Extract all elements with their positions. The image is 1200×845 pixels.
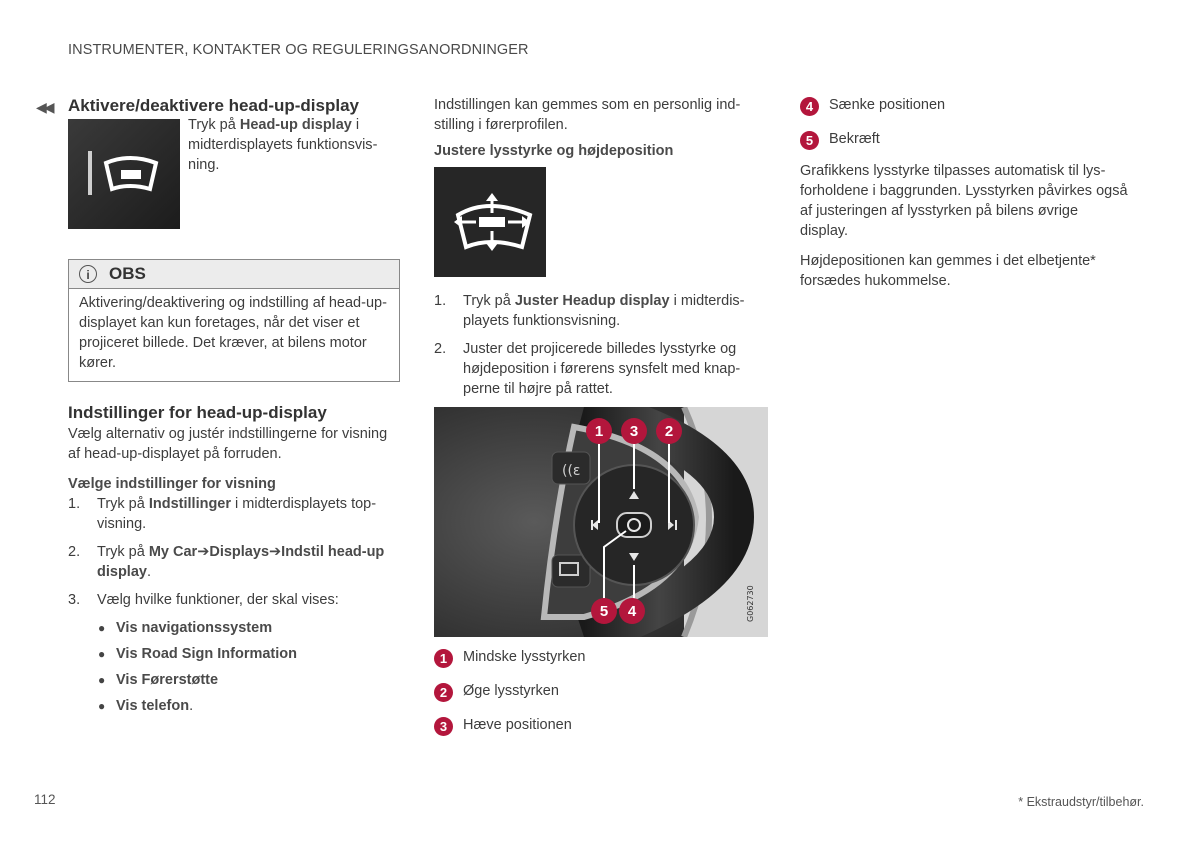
function-label[interactable]: Vis Førerstøtte bbox=[116, 672, 219, 688]
step-text bbox=[97, 494, 400, 534]
step-item bbox=[434, 339, 768, 399]
legend-label: Hæve positionen bbox=[463, 717, 572, 733]
number-badge: 1 bbox=[434, 649, 453, 668]
choose-steps bbox=[68, 494, 400, 610]
my-car-link[interactable]: My Car bbox=[148, 544, 198, 560]
function-item bbox=[98, 618, 400, 638]
profile-note: Indstillingen kan gemmes som en personlig indstilling i førerprofilen. bbox=[434, 97, 741, 133]
step-item bbox=[68, 590, 400, 610]
step-prefix: Tryk på bbox=[463, 293, 515, 309]
column-middle bbox=[434, 95, 768, 749]
column-right bbox=[800, 95, 1130, 291]
callout-label: 5 bbox=[599, 603, 609, 620]
footnote: * Ekstraudstyr/tilbehør. bbox=[1018, 795, 1144, 809]
adjust-heading: Justere lysstyrke og højdeposition bbox=[434, 143, 674, 159]
legend-list bbox=[434, 647, 768, 736]
page-number: 112 bbox=[34, 792, 56, 807]
set-head-up-display-link[interactable]: Indstil head-up display bbox=[97, 544, 385, 580]
legend-label: Sænke positionen bbox=[829, 97, 946, 113]
info-icon: i bbox=[79, 265, 97, 283]
obs-header bbox=[69, 260, 399, 289]
activate-instruction bbox=[188, 115, 388, 229]
step-prefix: Tryk på bbox=[97, 544, 149, 560]
settings-heading: Indstillinger for head-up-display bbox=[68, 403, 327, 422]
legend-label: Mindske lysstyrken bbox=[463, 649, 586, 665]
legend-item bbox=[800, 95, 1130, 116]
steering-wheel-photo bbox=[434, 407, 768, 637]
step-suffix: i midterdisplayets funktionsvisning. bbox=[463, 293, 745, 329]
bullet-icon: ● bbox=[98, 673, 106, 687]
legend-item bbox=[800, 129, 1130, 150]
number-badge: 3 bbox=[434, 717, 453, 736]
arrow-right-icon: ➔ bbox=[197, 544, 210, 560]
step-number: 2. bbox=[434, 341, 447, 357]
step-number: 3. bbox=[68, 592, 81, 608]
bullet-icon: ● bbox=[98, 647, 106, 661]
memory-paragraph: Højdepositionen kan gemmes i det elbetjente* forsædes hukommelse. bbox=[800, 253, 1096, 289]
callout-label: 2 bbox=[664, 423, 674, 440]
back-arrows-icon[interactable]: ◀◀ bbox=[36, 99, 52, 115]
function-item bbox=[98, 670, 400, 690]
head-up-display-icon bbox=[68, 119, 180, 229]
settings-intro: Vælg alternativ og justér indstillingerne for visning af head-up-displayet på forruden. bbox=[68, 426, 388, 462]
arrow-right-icon: ➔ bbox=[269, 544, 282, 560]
step-text: Juster det projicerede billedes lysstyrke og højdeposition i førerens synsfelt med knapperne til højre på rattet. bbox=[463, 341, 741, 397]
legend-label: Bekræft bbox=[829, 131, 880, 147]
column-left bbox=[68, 95, 400, 722]
legend-item bbox=[434, 715, 768, 736]
activate-heading: Aktivere/deaktivere head-up-display bbox=[68, 96, 360, 115]
head-up-display-link[interactable]: Head-up display bbox=[239, 117, 352, 133]
legend-item bbox=[434, 647, 768, 668]
step-prefix: Tryk på bbox=[97, 496, 149, 512]
function-item bbox=[98, 696, 400, 716]
function-label[interactable]: Vis Road Sign Information bbox=[116, 646, 297, 662]
function-label[interactable]: Vis telefon bbox=[116, 698, 190, 714]
adjust-headup-link[interactable]: Juster Headup display bbox=[514, 293, 670, 309]
callout-label: 4 bbox=[627, 603, 637, 620]
settings-link[interactable]: Indstillinger bbox=[148, 496, 232, 512]
brightness-paragraph: Grafikkens lysstyrke tilpasses automatisk til lysforholdene i baggrunden. Lysstyrken påvirkes også af justeringen af lysstyrken på bilens øvrige display. bbox=[800, 163, 1128, 239]
step-item bbox=[434, 291, 768, 331]
callout-label: 3 bbox=[629, 423, 639, 440]
step-number: 1. bbox=[68, 496, 81, 512]
bullet-icon: ● bbox=[98, 621, 106, 635]
adjust-head-up-display-icon bbox=[434, 167, 546, 277]
step-suffix: . bbox=[146, 564, 151, 580]
step-text: Vælg hvilke funktioner, der skal vises: bbox=[97, 592, 339, 608]
function-label[interactable]: Vis navigationssystem bbox=[116, 620, 273, 636]
obs-title: OBS bbox=[109, 264, 146, 283]
number-badge: 5 bbox=[800, 131, 819, 150]
step-item bbox=[68, 494, 400, 534]
legend-item bbox=[434, 681, 768, 702]
number-badge: 4 bbox=[800, 97, 819, 116]
svg-text:((ε: ((ε bbox=[562, 463, 581, 479]
obs-note-box bbox=[68, 259, 400, 382]
step-text bbox=[97, 542, 400, 582]
callout-label: 1 bbox=[594, 423, 604, 440]
bullet-icon: ● bbox=[98, 699, 106, 713]
function-item bbox=[98, 644, 400, 664]
adjust-steps bbox=[434, 291, 768, 399]
legend-label: Øge lysstyrken bbox=[463, 683, 559, 699]
displays-link[interactable]: Displays bbox=[209, 544, 270, 560]
photo-code: G062730 bbox=[746, 585, 755, 622]
tap-prefix: Tryk på bbox=[188, 117, 240, 133]
tap-suffix: i midterdisplayets funktionsvisning. bbox=[188, 117, 378, 173]
choose-heading: Vælge indstillinger for visning bbox=[68, 476, 276, 492]
activate-row bbox=[68, 119, 400, 229]
page-header: INSTRUMENTER, KONTAKTER OG REGULERINGSANORDNINGER bbox=[68, 42, 529, 58]
step-item bbox=[68, 542, 400, 582]
number-badge: 2 bbox=[434, 683, 453, 702]
step-number: 2. bbox=[68, 544, 81, 560]
obs-body: Aktivering/deaktivering og indstilling af head-up-displayet kan kun foretages, når det viser et projiceret billede. Det kræver, at bilens motor kører. bbox=[79, 295, 387, 371]
step-number: 1. bbox=[434, 293, 447, 309]
bullet-suffix: . bbox=[189, 698, 194, 714]
function-list bbox=[98, 618, 400, 716]
step-text bbox=[463, 291, 768, 331]
step-suffix: i midterdisplayets topvisning. bbox=[97, 496, 377, 532]
